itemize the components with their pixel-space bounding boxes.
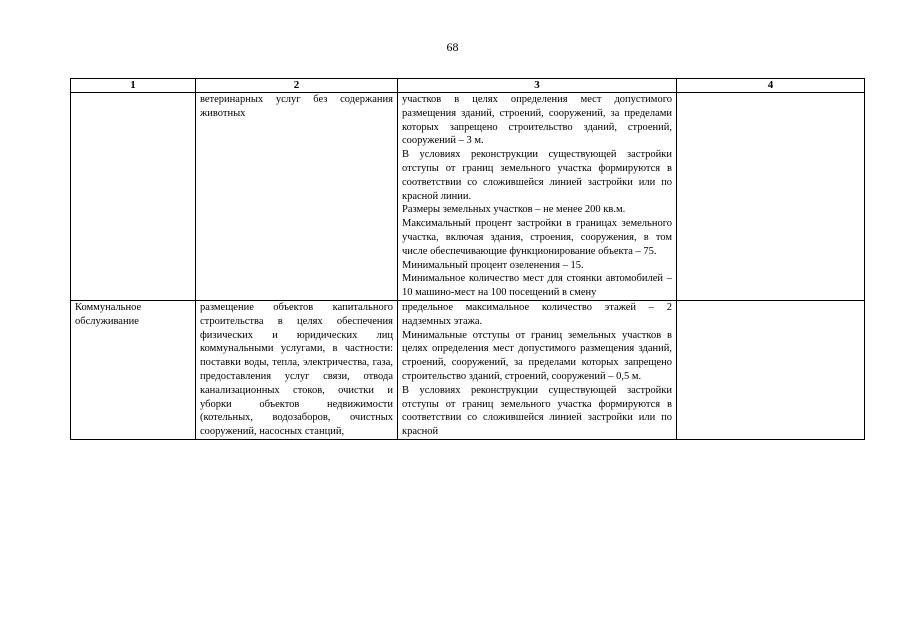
row2-col1: [71, 300, 196, 439]
page-number: 68: [446, 40, 459, 54]
row2-col3-para-3: В условиях реконструкции существующей застройки отступы от границ земельного участка формируются в соответствии со сложившейся линией застройки или по красной: [402, 384, 672, 438]
row1-col3-para-6: Минимальное количество мест для стоянки автомобилей – 10 машино-мест на 100 посещений в смену: [402, 273, 672, 299]
row2-col3-para-2: Минимальные отступы от границ земельных участков в целях определения мест допустимого размещения зданий, строений, сооружений, за пределами которых запрещено строительство зданий, строений, сооружений – 0,5 м.: [402, 329, 672, 382]
row1-col3-para-4: Максимальный процент застройки в границах земельного участка, включая здания, строения, сооружения, в том числе обеспечивающие функционирование объекта – 75.: [402, 218, 672, 257]
row2-col4: [677, 300, 865, 439]
header-col-2: 2: [196, 79, 398, 93]
row2-col3: [398, 300, 677, 439]
header-col-3: 3: [398, 79, 677, 93]
row1-col2: [196, 93, 398, 301]
row1-col4: [677, 93, 865, 301]
row1-col3-para-2: В условиях реконструкции существующей застройки отступы от границ земельного участка формируются в соответствии со сложившейся линией застройки или по красной линии.: [402, 149, 672, 202]
row1-col3: [398, 93, 677, 301]
header-col-4: 4: [677, 79, 865, 93]
table-row: [71, 93, 865, 301]
row1-col3-para-5: Минимальный процент озеленения – 15.: [402, 259, 584, 271]
row1-col1: [71, 93, 196, 301]
table-row: [71, 300, 865, 439]
row1-col3-para-3: Размеры земельных участков – не менее 200 кв.м.: [402, 204, 626, 216]
row2-col2: [196, 300, 398, 439]
zoning-table: [70, 78, 865, 440]
row1-col2-para-1: ветеринарных услуг без содержания животных: [200, 94, 393, 119]
row2-col2-para-1: размещение объектов капитального строительства в целях обеспечения физических и юридических лиц коммунальными услугами, в частности: поставки воды, тепла, электричества, газа, предоставления услуг связи, отвода канализационных стоков, очистки и уборки объектов недвижимости (котельных, водозаборов, очистных сооружений, насосных станций,: [200, 301, 393, 438]
row1-col3-para-1: участков в целях определения мест допустимого размещения зданий, строений, сооружений, за пределами которых запрещено строительство зданий, строений, сооружений – 3 м.: [402, 94, 672, 147]
header-col-1: 1: [71, 79, 196, 93]
table-header-row: [71, 79, 865, 93]
row2-col1-text: Коммунальное обслуживание: [75, 301, 142, 327]
row2-col3-para-1: предельное максимальное количество этажей – 2 надземных этажа.: [402, 301, 672, 327]
